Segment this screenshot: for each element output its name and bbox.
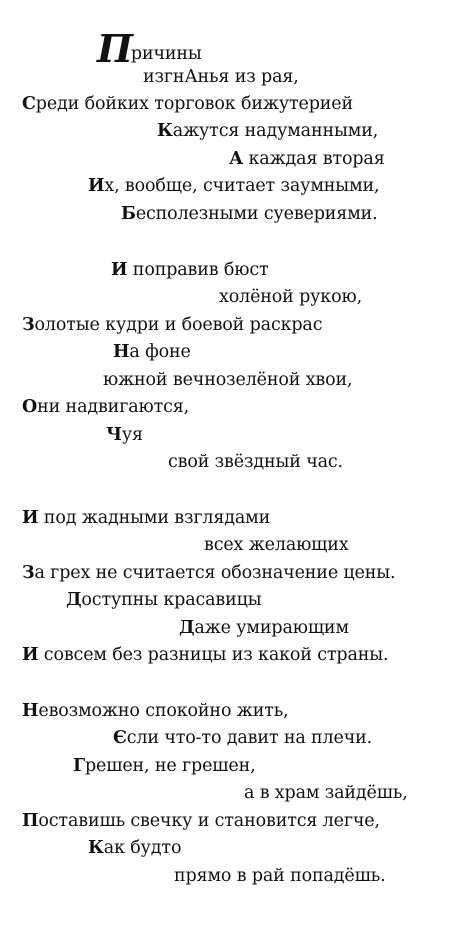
drop-cap-letter: П xyxy=(97,26,131,71)
line-text: прямо в рай попадёшь. xyxy=(174,866,386,886)
line-initial: Ч xyxy=(106,425,122,445)
line-initial: П xyxy=(22,811,39,831)
poem-line xyxy=(103,369,352,391)
poem-line xyxy=(22,507,270,529)
poem-line xyxy=(22,644,388,666)
line-text: ричины xyxy=(130,44,202,64)
line-initial: Є xyxy=(113,728,127,748)
line-text: сли что-то давит на плечи. xyxy=(126,728,373,748)
line-text: уя xyxy=(121,425,143,445)
poem-line xyxy=(106,424,143,446)
poem-line xyxy=(22,810,380,832)
line-initial: З xyxy=(22,315,35,335)
line-text: под жадными взглядами xyxy=(38,508,271,528)
line-initial: Г xyxy=(73,756,85,776)
line-text: изгнАнья из рая, xyxy=(143,67,299,87)
line-text: олотые кудри и боевой раскрас xyxy=(34,315,323,335)
line-text: а грех не считается обозначение цены. xyxy=(34,563,396,583)
line-text: решен, не грешен, xyxy=(84,756,256,776)
line-text: свой звёздный час. xyxy=(168,452,343,472)
poem-line xyxy=(22,396,189,418)
line-text: ак будто xyxy=(103,838,182,858)
line-initial: К xyxy=(157,121,173,141)
line-text: аже умирающим xyxy=(194,618,349,638)
line-initial: И xyxy=(22,645,39,665)
line-text: реди бойких торговок бижутерией xyxy=(35,94,353,114)
poem-line xyxy=(179,617,349,639)
poem-line xyxy=(22,700,289,722)
poem-line xyxy=(204,534,349,556)
poem-line xyxy=(22,562,395,584)
poem-line xyxy=(143,66,299,88)
line-initial: А xyxy=(229,149,244,169)
line-text: есполезными суевериями. xyxy=(135,204,378,224)
poem-line xyxy=(113,341,191,363)
line-text: евозможно спокойно жить, xyxy=(38,701,289,721)
line-initial: С xyxy=(22,94,36,114)
line-initial: О xyxy=(22,397,38,417)
line-text: оставишь свечку и становится легче, xyxy=(38,811,380,831)
line-text: холёной рукою, xyxy=(219,287,362,307)
line-initial: З xyxy=(22,563,35,583)
poem-line xyxy=(219,286,362,308)
line-text: всех желающих xyxy=(204,535,349,555)
poem-line xyxy=(168,451,343,473)
line-initial: И xyxy=(111,260,128,280)
line-text: а в храм зайдёшь, xyxy=(244,783,408,803)
line-text: а фоне xyxy=(129,342,191,362)
poem-line xyxy=(174,865,386,887)
line-initial: И xyxy=(88,176,105,196)
poem-line xyxy=(157,120,378,142)
line-initial: Д xyxy=(66,590,82,610)
line-initial: Н xyxy=(22,701,39,721)
poem-line xyxy=(111,259,269,281)
poem-line xyxy=(244,782,408,804)
line-initial: Б xyxy=(121,204,136,224)
line-text: ни надвигаются, xyxy=(37,397,190,417)
line-initial: Д xyxy=(179,618,195,638)
line-text: южной вечнозелёной хвои, xyxy=(103,370,353,390)
poem-line xyxy=(22,314,322,336)
line-text: каждая вторая xyxy=(243,149,385,169)
poem-line xyxy=(73,755,256,777)
poem-line xyxy=(22,93,353,115)
poem-title-line xyxy=(97,26,202,71)
poem-line xyxy=(121,203,378,225)
line-text: ажутся надуманными, xyxy=(172,121,379,141)
poem-line xyxy=(229,148,385,170)
line-initial: К xyxy=(88,838,104,858)
line-initial: И xyxy=(22,508,39,528)
poem-line xyxy=(88,175,379,197)
line-text: совсем без разницы из какой страны. xyxy=(38,645,389,665)
line-text: х, вообще, считает заумными, xyxy=(104,176,380,196)
line-text: поправив бюст xyxy=(127,260,269,280)
poem-line xyxy=(113,727,372,749)
poem-line xyxy=(88,837,181,859)
line-initial: Н xyxy=(113,342,130,362)
line-text: оступны красавицы xyxy=(81,590,262,610)
poem-line xyxy=(66,589,262,611)
